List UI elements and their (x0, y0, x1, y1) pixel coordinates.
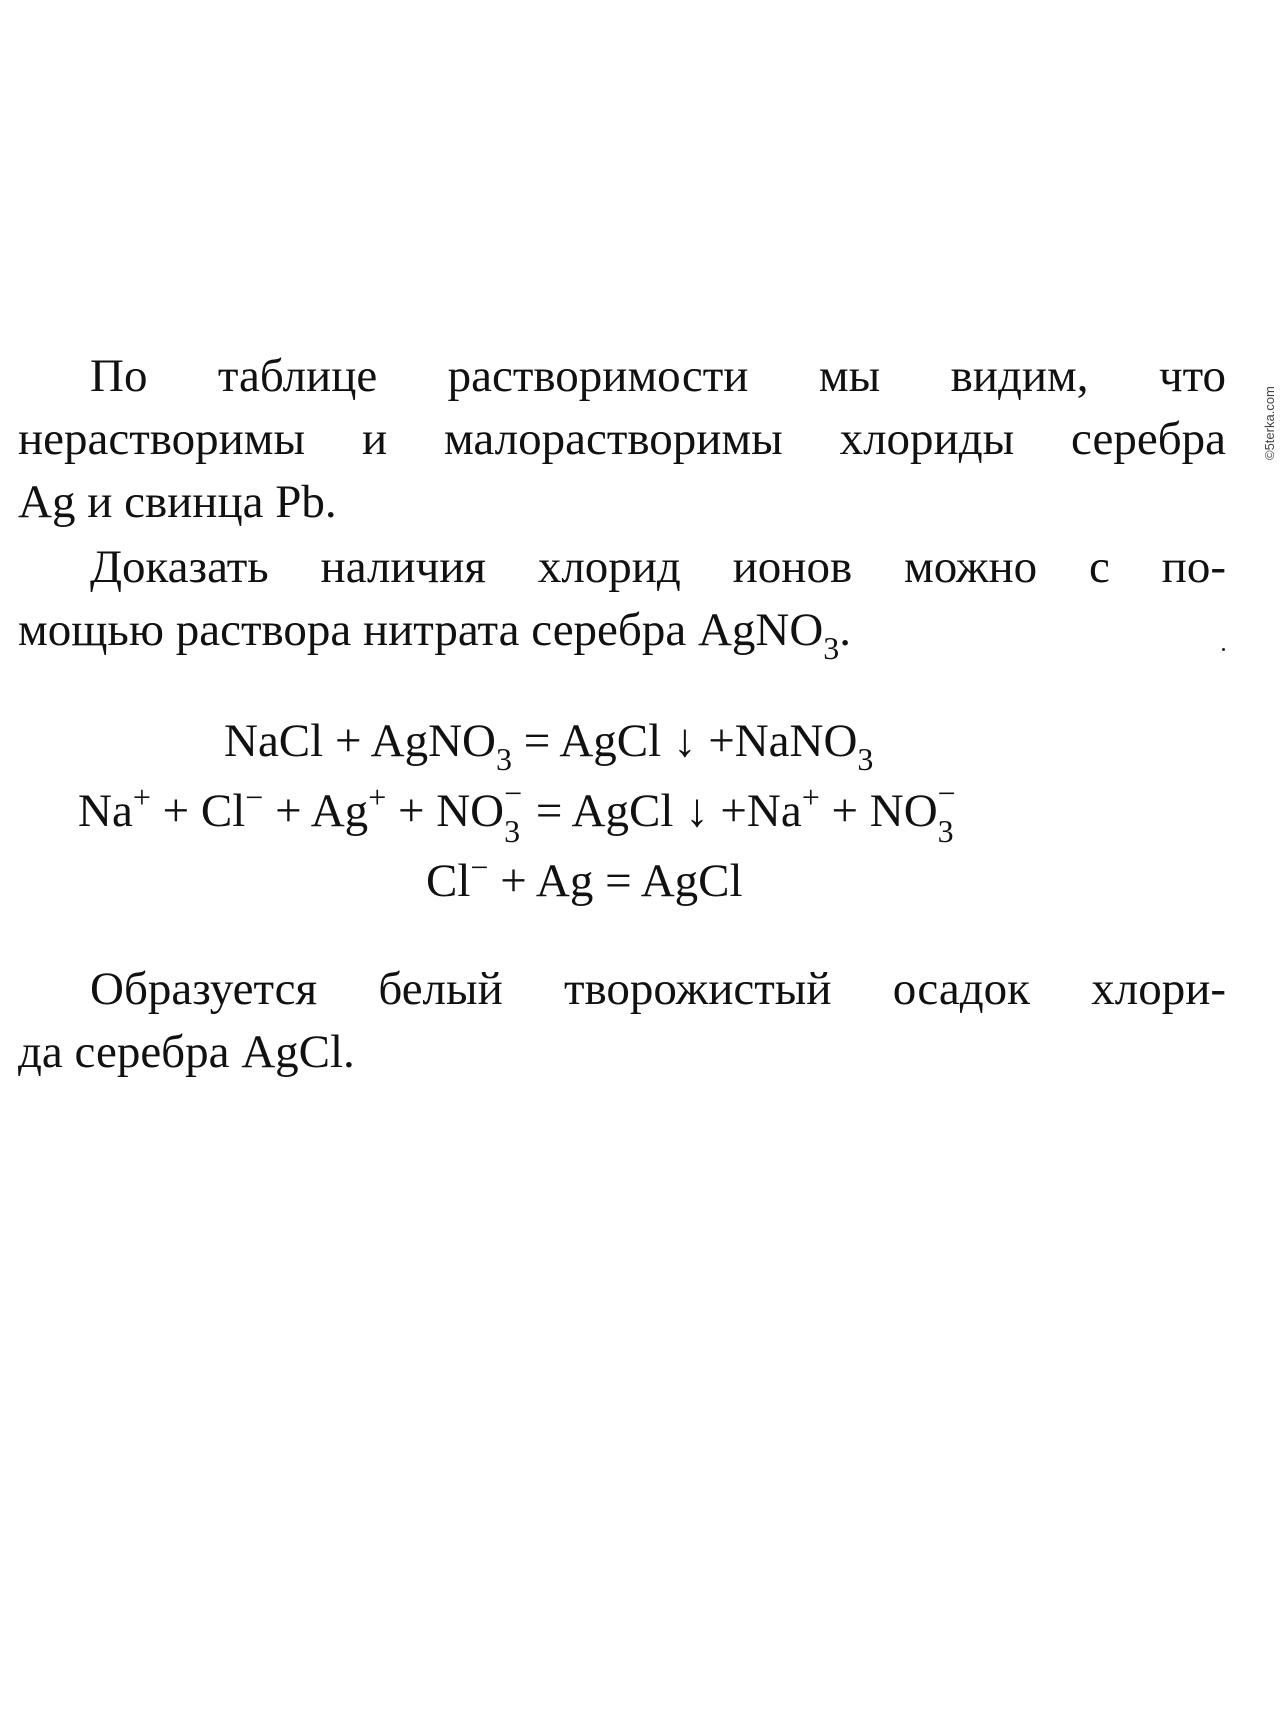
eq2-na-charge: + (132, 779, 151, 815)
paragraph1-line1: По таблице растворимости мы видим, что (90, 350, 1226, 402)
paragraph3-line2: да серебра AgCl. (18, 1026, 355, 1078)
eq2-no3-right-stack (937, 775, 958, 849)
eq3-rest: + Ag = AgCl (488, 855, 743, 907)
eq2-ag-charge: + (368, 779, 387, 815)
equation-full-ionic (78, 775, 958, 849)
eq2-na: Na (78, 785, 133, 837)
eq1-right: = AgCl ↓ +NaNO (511, 715, 858, 767)
eq2-cl-charge: − (245, 779, 264, 815)
eq2-no3-sub: 3 (504, 813, 521, 849)
paragraph2-line2-sub: 3 (823, 630, 840, 666)
eq2-no3-stack (504, 775, 524, 849)
equation-molecular (224, 710, 874, 777)
paragraph2-line2-text: мощью раствора нитрата серебра AgNO (18, 604, 824, 656)
eq2-no3-charge: − (504, 775, 523, 811)
eq2-no3-right-charge: − (937, 775, 956, 811)
eq2-no3-right: + NO (819, 785, 938, 837)
paragraph1-line2: нерастворимы и малорастворимы хлориды серебра (18, 413, 1226, 465)
eq1-left-sub: 3 (495, 741, 512, 777)
paragraph-proof (18, 536, 1226, 666)
paragraph2-line2 (18, 599, 1226, 666)
watermark-text: ©5terka.com (1262, 386, 1277, 460)
paragraph-solubility (18, 345, 1226, 534)
eq2-no3-right-sub: 3 (937, 813, 954, 849)
eq2-cl: + Cl (150, 785, 246, 837)
eq2-no3: + NO (386, 785, 505, 837)
paragraph1-line3: Ag и свинца Pb. (18, 476, 337, 528)
eq3-cl-charge: − (470, 849, 489, 885)
eq1-right-sub: 3 (857, 741, 874, 777)
paragraph3-line1: Образуется белый творожистый осадок хлори- (90, 963, 1226, 1015)
paragraph-precipitate (18, 958, 1226, 1084)
watermark (1262, 340, 1282, 490)
eq2-ag: + Ag (263, 785, 369, 837)
paragraph2-line2-end: . (839, 604, 852, 656)
eq1-left: NaCl + AgNO (224, 715, 496, 767)
eq2-na2-charge: + (801, 779, 820, 815)
equation-short-ionic (426, 850, 743, 913)
paragraph2-line1: Доказать наличия хлорид ионов можно с по- (90, 541, 1226, 593)
eq2-middle: = AgCl ↓ +Na (524, 785, 802, 837)
eq3-cl: Cl (426, 855, 471, 907)
